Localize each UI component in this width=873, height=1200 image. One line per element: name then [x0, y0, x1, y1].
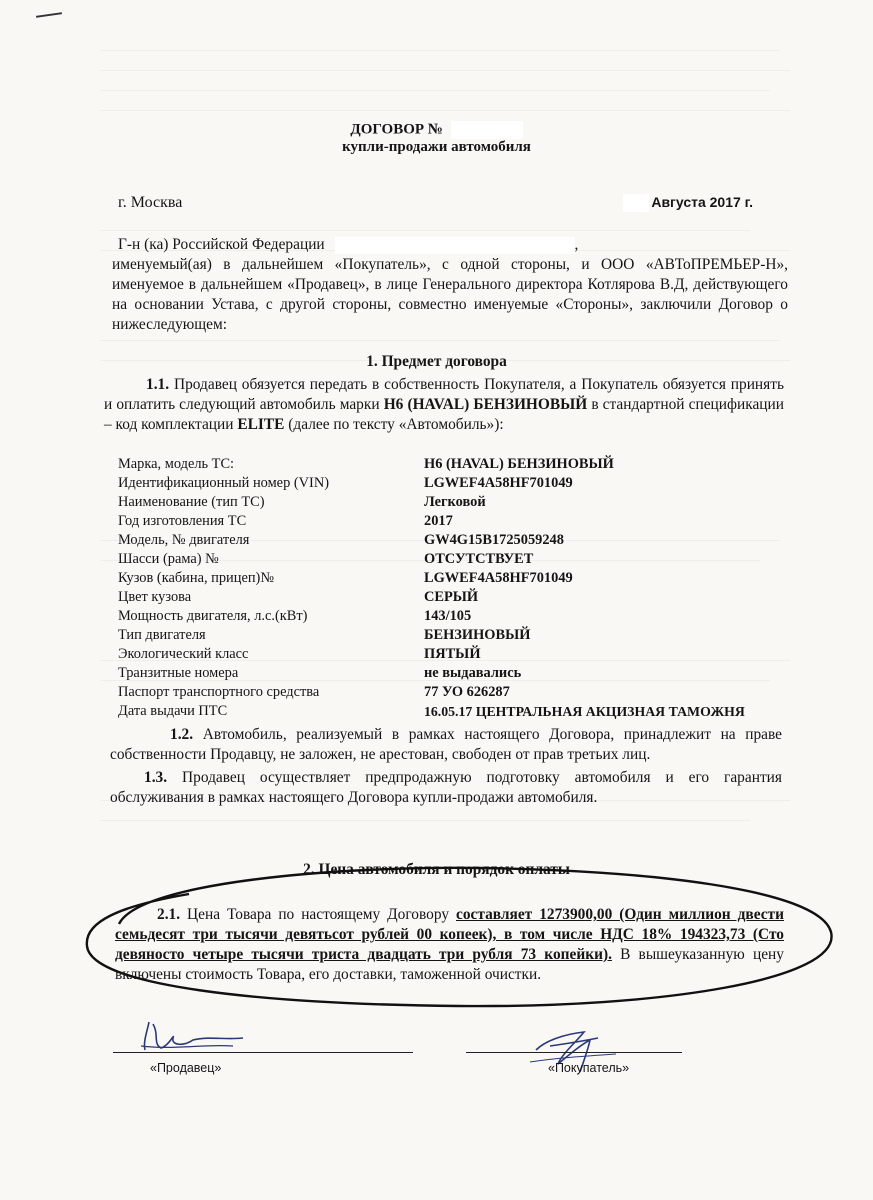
- spec-label: Шасси (рама) №: [118, 551, 219, 567]
- spec-row: [117, 493, 797, 512]
- redacted-number: [451, 121, 523, 139]
- spec-value: ПЯТЫЙ: [424, 646, 481, 662]
- spec-value: БЕНЗИНОВЫЙ: [424, 627, 531, 643]
- spec-row: [117, 626, 797, 645]
- section-1-title: 1. Предмет договора: [366, 353, 507, 370]
- price-amount: составляет 1273900,00 (Один миллион двести семьдесят три тысячи девятьсот рублей 00 копеек), в том числе НДС 18% 194323,73 (Сто девяносто четыре тысячи триста двадцать три рубля 73 копейки).: [115, 906, 784, 963]
- spec-row: [117, 455, 797, 474]
- spec-value: 143/105: [424, 608, 472, 624]
- spec-label: Модель, № двигателя: [118, 532, 250, 548]
- buyer-line: Г-н (ка) Российской Федерации ,: [118, 236, 579, 253]
- spec-row: [117, 645, 797, 664]
- clause-2-1: 2.1. Цена Товара по настоящему Договору составляет 1273900,00 (Один миллион двести семьдесят три тысячи девятьсот рублей 00 копеек), в том числе НДС 18% 194323,73 (Сто девяносто четыре тысячи триста двадцать три рубля 73 копейки). В вышеуказанную цену включены стоимость Товара, его доставки, таможенной очистки.: [115, 906, 784, 983]
- spec-label: Дата выдачи ПТС: [118, 703, 228, 719]
- spec-label: Экологический класс: [118, 646, 249, 662]
- spec-value: LGWEF4A58HF701049: [424, 475, 573, 491]
- spec-label: Идентификационный номер (VIN): [118, 475, 330, 491]
- spec-label: Марка, модель ТС:: [118, 456, 235, 472]
- spec-value: 77 УО 626287: [424, 684, 510, 700]
- spec-value: СЕРЫЙ: [424, 589, 479, 605]
- spec-label: Паспорт транспортного средства: [118, 684, 320, 700]
- contract-title: ДОГОВОР №: [0, 121, 873, 139]
- spec-value: Н6 (HAVAL) БЕНЗИНОВЫЙ: [424, 456, 614, 472]
- spec-value: не выдавались: [424, 665, 522, 681]
- spec-row: [117, 531, 797, 550]
- seller-label: «Продавец»: [150, 1061, 222, 1075]
- spec-value: 16.05.17 ЦЕНТРАЛЬНАЯ АКЦИЗНАЯ ТАМОЖНЯ: [424, 703, 745, 719]
- spec-label: Цвет кузова: [118, 589, 192, 605]
- spec-row: [117, 569, 797, 588]
- spec-row: [117, 588, 797, 607]
- spec-row: [117, 512, 797, 531]
- spec-label: Наименование (тип ТС): [118, 494, 265, 510]
- spec-row: [117, 702, 797, 721]
- spec-label: Мощность двигателя, л.с.(кВт): [118, 608, 308, 624]
- spec-label: Тип двигателя: [118, 627, 206, 643]
- buyer-label: «Покупатель»: [548, 1061, 630, 1075]
- spec-row: [117, 550, 797, 569]
- city: г. Москва: [118, 194, 183, 211]
- contract-date: Августа 2017 г.: [623, 194, 753, 212]
- spec-value: GW4G15B1725059248: [424, 532, 564, 548]
- spec-row: [117, 474, 797, 493]
- vehicle-spec-table: [117, 455, 797, 721]
- spec-row: [117, 683, 797, 702]
- spec-label: Транзитные номера: [118, 665, 239, 681]
- spec-label: Кузов (кабина, прицеп)№: [118, 570, 275, 586]
- place-date-row: [118, 194, 753, 216]
- pen-mark: [36, 12, 62, 18]
- contract-subtitle: купли-продажи автомобиля: [342, 139, 531, 155]
- section-2-title: 2. Цена автомобиля и порядок оплаты: [303, 861, 570, 878]
- clause-1-2: 1.2. Автомобиль, реализуемый в рамках настоящего Договора, принадлежит на праве собственности Продавцу, не заложен, не арестован, свободен от прав третьих лиц.: [110, 726, 782, 763]
- clause-1-1: 1.1. Продавец обязуется передать в собственность Покупателя, а Покупатель обязуется принять и оплатить следующий автомобиль марки Н6 (HAVAL) БЕНЗИНОВЫЙ в стандартной спецификации – код комплектации ELITE (далее по тексту «Автомобиль»):: [104, 376, 784, 433]
- spec-label: Год изготовления ТС: [118, 513, 247, 529]
- redacted-buyer-name: [335, 237, 575, 254]
- spec-value: ОТСУТСТВУЕТ: [424, 551, 534, 567]
- seller-signature-line: [113, 1052, 413, 1053]
- spec-row: [117, 664, 797, 683]
- spec-value: 2017: [424, 513, 453, 529]
- spec-row: [117, 607, 797, 626]
- buyer-signature-line: [466, 1052, 682, 1053]
- preamble-text: именуемый(ая) в дальнейшем «Покупатель», с одной стороны, и ООО «АВТоПРЕМЬЕР-Н», именуемое в дальнейшем «Продавец», в лице Генерального директора Котлярова В.Д, действующего на основании Устава, с другой стороны, совместно именуемые «Стороны», заключили Договор о нижеследующем:: [112, 256, 788, 333]
- contract-preamble: [112, 235, 788, 335]
- redacted-day: [623, 194, 649, 212]
- spec-value: Легковой: [424, 494, 486, 510]
- clause-1-3: 1.3. Продавец осуществляет предпродажную подготовку автомобиля и его гарантия обслуживания в рамках настоящего Договора купли-продажи автомобиля.: [110, 769, 782, 806]
- spec-value: LGWEF4A58HF701049: [424, 570, 573, 586]
